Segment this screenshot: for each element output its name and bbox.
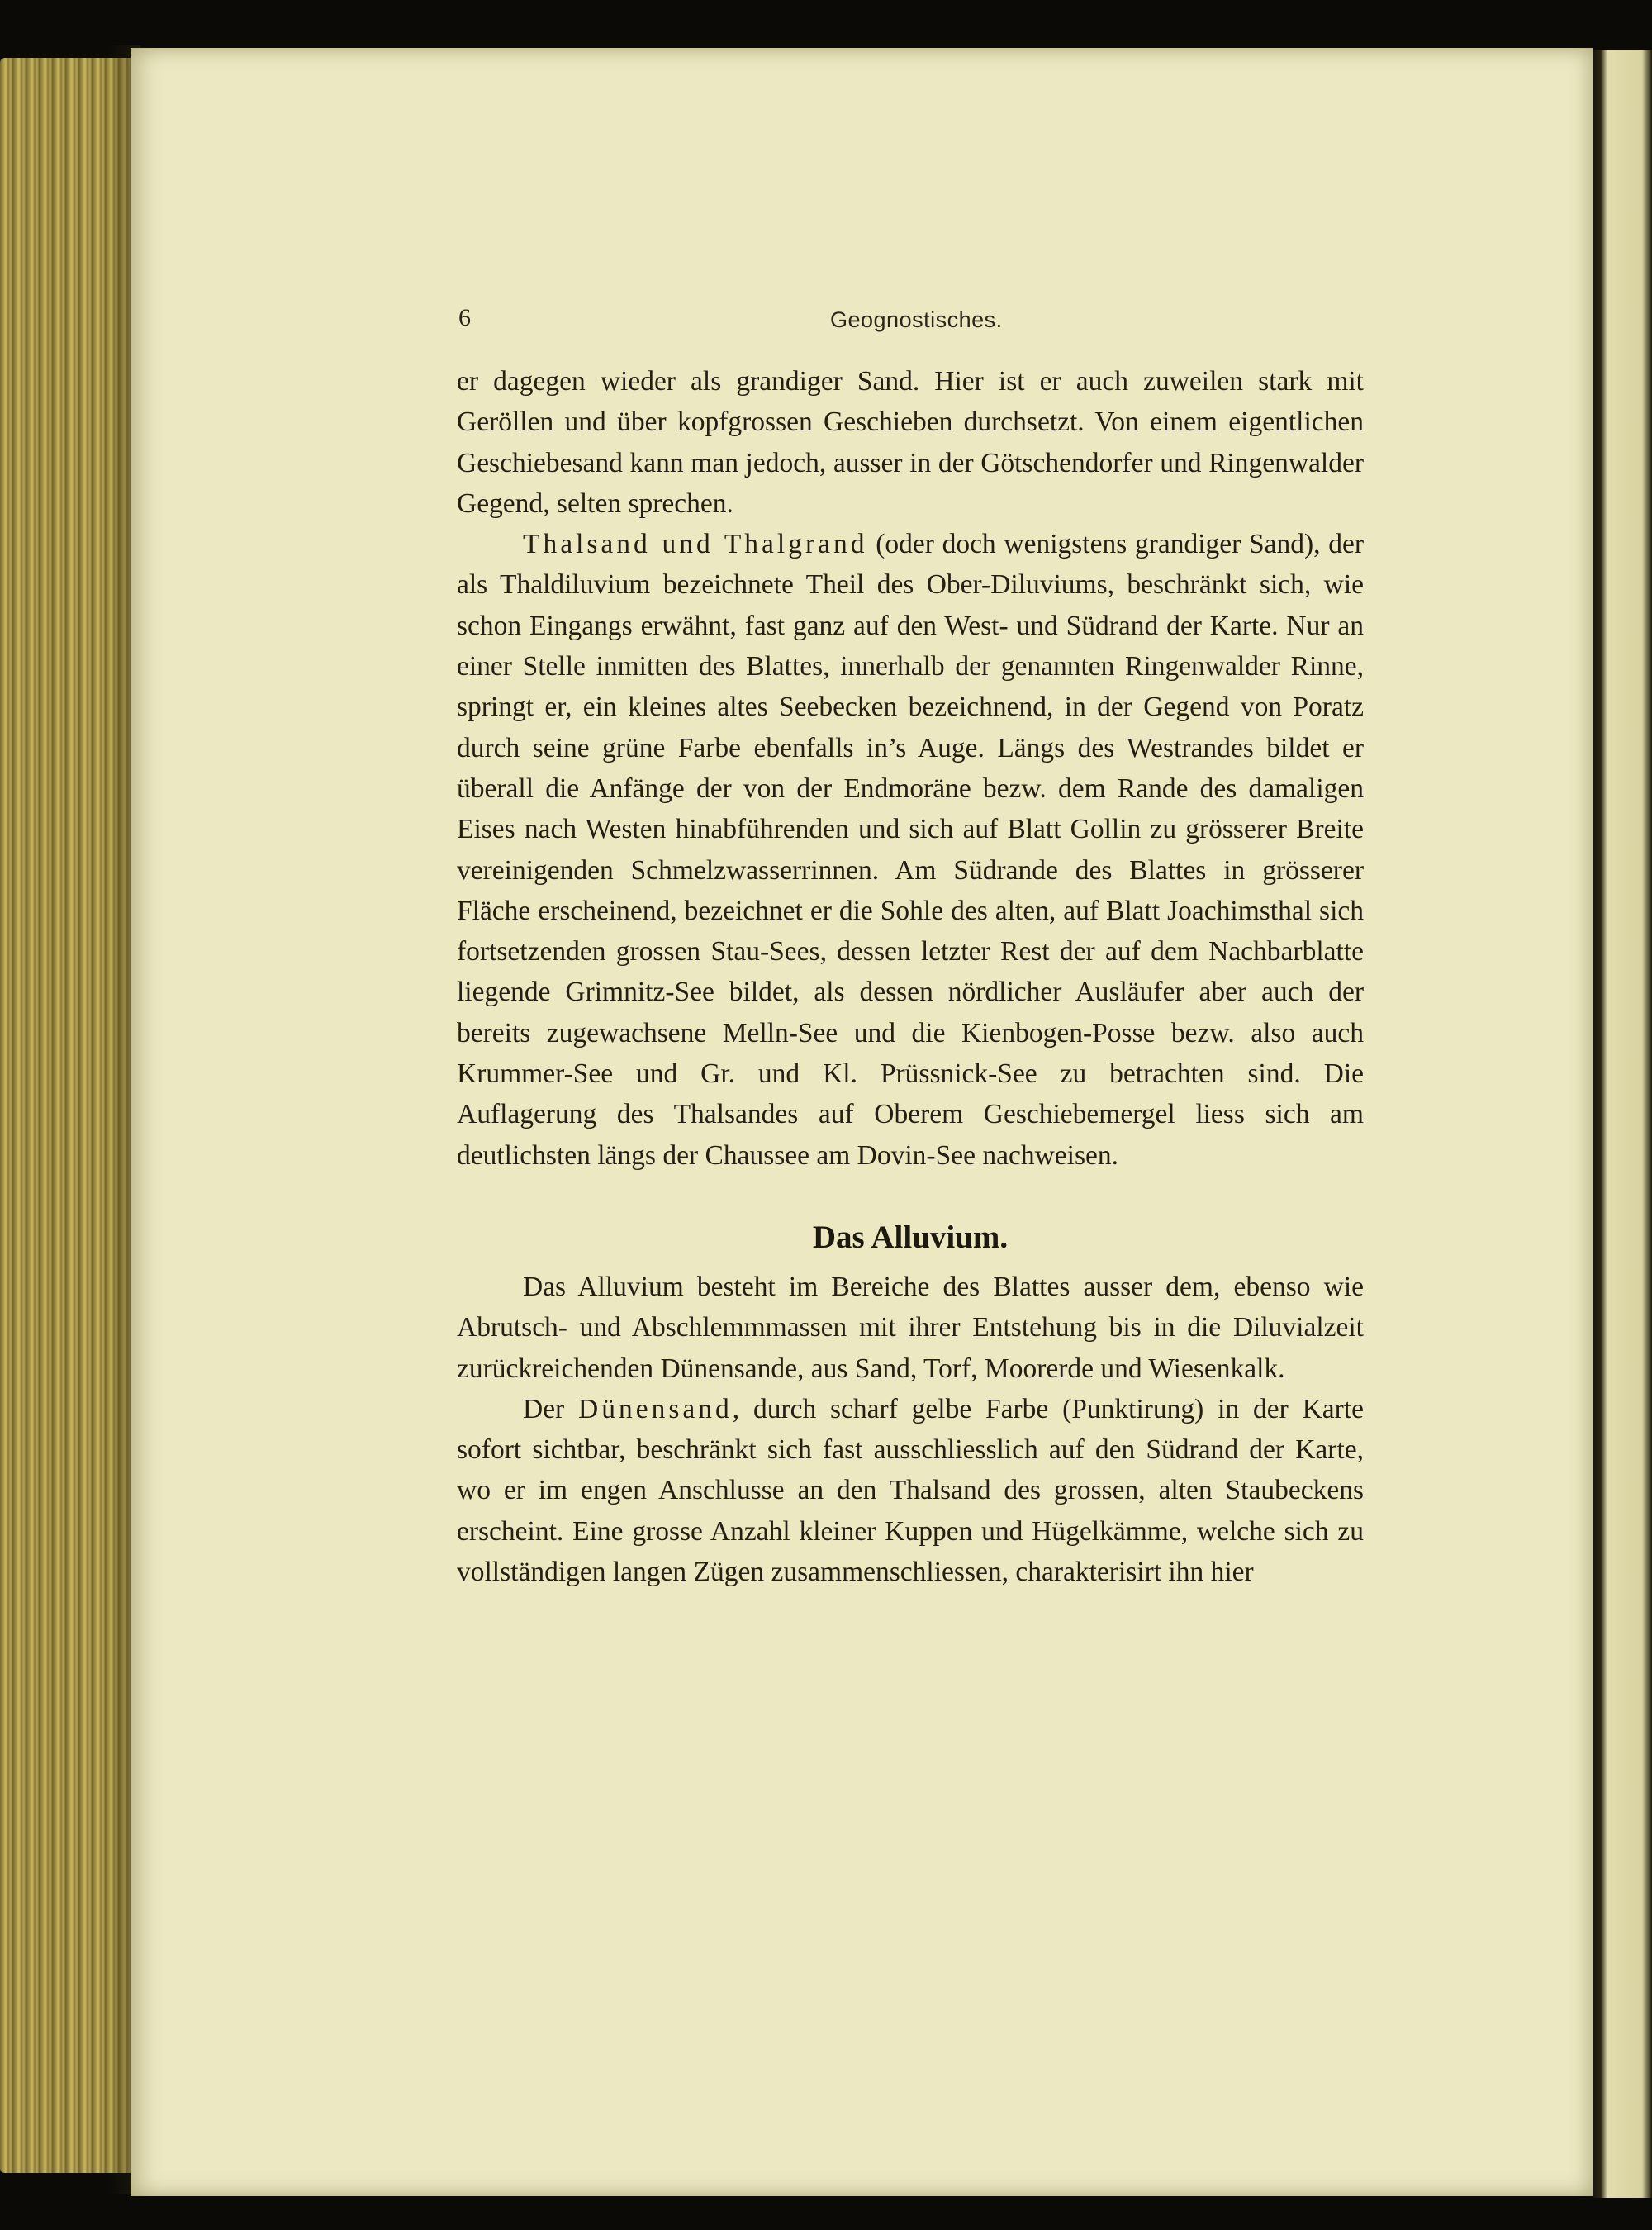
running-title: Geognostisches. — [830, 307, 1003, 332]
paragraph-4-lead-term: Dünensand — [578, 1393, 733, 1424]
paragraph-3 — [457, 1267, 1364, 1389]
paragraph-1 — [457, 361, 1364, 524]
page-number: 6 — [458, 304, 471, 331]
paragraph-4 — [457, 1389, 1364, 1592]
paragraph-1-text: er dagegen wieder als grandiger Sand. Hier ist er auch zuweilen stark mit Geröllen und über kopfgrossen Geschieben durchsetzt. Von einem eigentlichen Geschiebesand kann man jedoch, ausser in der Götschendorfer und Ringenwalder Gegend, selten sprechen. — [457, 366, 1364, 519]
paragraph-4-text: , durch scharf gelbe Farbe (Punktirung) in der Karte sofort sichtbar, beschränkt sich fast ausschliesslich auf den Südrand der Karte, wo er im engen Anschlusse an den Thalsand des grossen, alten Staubeckens erscheint. Eine grosse Anzahl kleiner Kuppen und Hügelkämme, welche sich zu vollständigen langen Zügen zusammenschliessen, charakterisirt ihn hier — [457, 1393, 1364, 1588]
running-head — [458, 304, 1363, 337]
paragraph-2-text: (oder doch wenigstens grandiger Sand), der als Thaldiluvium bezeichnete Theil des Ober-Diluviums, beschränkt sich, wie schon Eingangs erwähnt, fast ganz auf den West- und Südrand der Karte. Nur an einer Stelle inmitten des Blattes, innerhalb der genannten Ringenwalder Rinne, springt er, ein kleines altes Seebecken bezeichnend, in der Gegend von Poratz durch seine grüne Farbe ebenfalls in’s Auge. Längs des Westrandes bildet er überall die Anfänge der von der Endmoräne bezw. dem Rande des damaligen Eises nach Westen hinabführenden und sich auf Blatt Gollin zu grösserer Breite vereinigenden Schmelzwasserrinnen. Am Südrande des Blattes in grösserer Fläche erscheinend, bezeichnet er die Sohle des alten, auf Blatt Joachimsthal sich fortsetzenden grossen Stau-Sees, dessen letzter Rest der auf dem Nachbarblatte liegende Grimnitz-See bildet, als dessen nördlicher Ausläufer aber auch der bereits zugewachsene Melln-See und die Kienbogen-Posse bezw. also auch Krummer-See und Gr. und Kl. Prüssnick-See zu betrachten sind. Die Auflagerung des Thalsandes auf Oberem Geschiebemergel liess sich am deutlichsten längs der Chaussee am Dovin-See nachweisen. — [457, 529, 1364, 1171]
paragraph-4-prefix: Der — [523, 1393, 579, 1424]
section-heading: Das Alluvium. — [812, 1219, 1009, 1255]
body-text — [457, 361, 1364, 1592]
paragraph-2-lead-term: Thalsand und Thalgrand — [523, 529, 868, 560]
right-binding-edge — [1593, 50, 1652, 2198]
paragraph-3-text: Das Alluvium besteht im Bereiche des Blattes ausser dem, ebenso wie Abrutsch- und Abschlemmmassen mit ihrer Entstehung bis in die Diluvialzeit zurückreichenden Dünensande, aus Sand, Torf, Moorerde und Wiesenkalk. — [457, 1271, 1364, 1384]
paragraph-2 — [457, 524, 1364, 1176]
